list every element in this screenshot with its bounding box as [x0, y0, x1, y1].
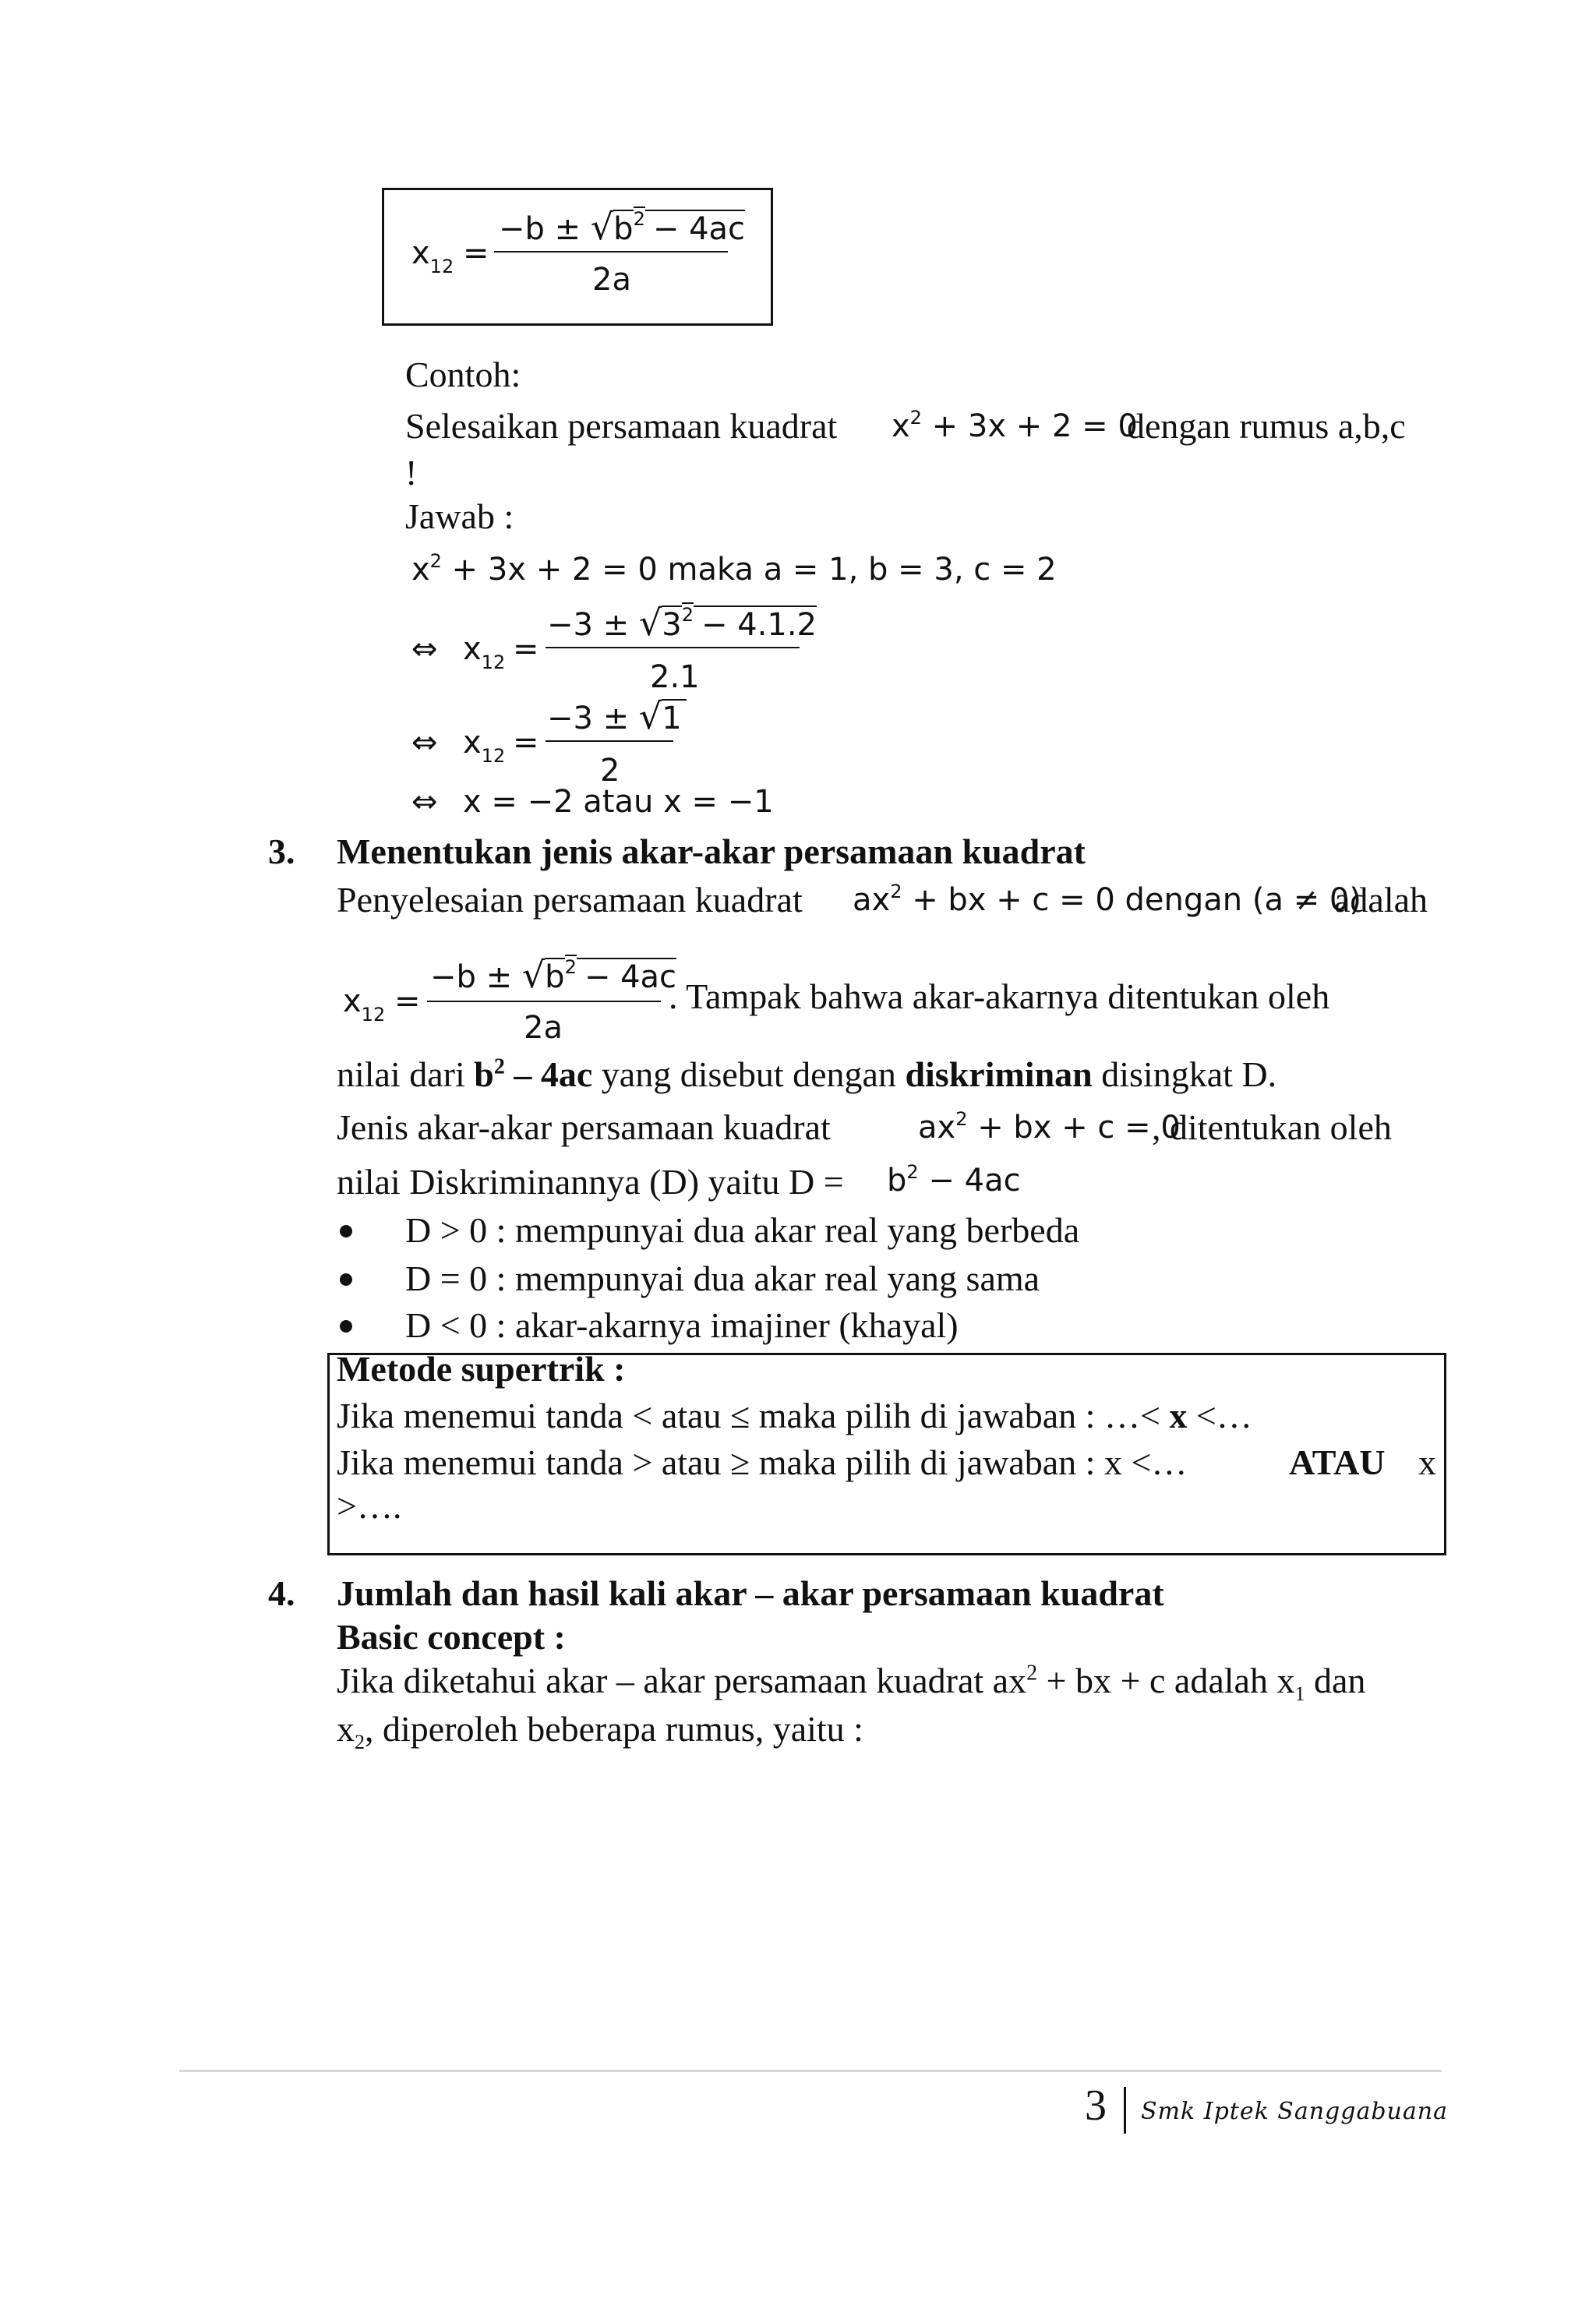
section-3-p1: Penyelesaian persamaan kuadrat — [337, 880, 803, 920]
section-3-formula-denominator: 2a — [524, 1010, 563, 1046]
section-3-p3-equation: $ax^2$ + bx + c = 0 — [918, 1108, 1181, 1146]
step2-fraction-bar — [546, 740, 673, 742]
supertrik-title: Metode supertrik : — [337, 1349, 626, 1389]
school-name: Smk Iptek Sanggabuana — [1141, 2098, 1448, 2125]
supertrik-line-2: Jika menemui tanda > atau ≥ maka pilih di jawaban : x <… — [337, 1442, 1188, 1482]
section-3-p4: nilai Diskriminannya (D) yaitu D = — [337, 1162, 844, 1202]
section-4-number: 4. — [268, 1573, 295, 1613]
section-3-formula-lhs: $x_{12}$ — [343, 983, 386, 1026]
example-prompt-post: dengan rumus a,b,c — [1127, 406, 1406, 446]
supertrik-line-2-bold: ATAU — [1289, 1442, 1386, 1482]
step2-denominator: 2 — [600, 753, 620, 789]
step1-lhs: $x_{12}$ — [463, 631, 506, 673]
supertrik-line-1: Jika menemui tanda < atau ≤ maka pilih di jawaban : …< x <… — [337, 1396, 1252, 1435]
section-3-formula-eq: = — [394, 983, 421, 1019]
example-prompt: Selesaikan persamaan kuadrat — [405, 406, 838, 446]
section-3-p3-post: , ditentukan oleh — [1152, 1107, 1392, 1147]
step1-numerator: $-3 \pm √3^2 - 4.1.2$ — [547, 602, 817, 644]
bullet-item: D = 0 : mempunyai dua akar real yang sama — [405, 1259, 1040, 1298]
iff-symbol-2: ⇔ — [411, 725, 438, 761]
step3-result: x = −2 atau x = −1 — [463, 784, 774, 820]
bullet-item: D < 0 : akar-akarnya imajiner (khayal) — [405, 1305, 959, 1345]
section-3-p4-expr: $b^2 - 4ac$ — [887, 1161, 1021, 1199]
supertrik-line-3: >…. — [337, 1486, 402, 1526]
section-3-p2: nilai dari $b^2 - 4ac$ yang disebut dengan diskriminan disingkat D. — [337, 1054, 1277, 1094]
bullet-icon — [340, 1273, 352, 1286]
section-3-number: 3. — [268, 831, 295, 871]
formula-numerator: $-b \pm √b^2 - 4ac$ — [499, 206, 746, 248]
bullet-icon — [340, 1320, 352, 1333]
iff-symbol-1: ⇔ — [411, 631, 438, 667]
example-heading: Contoh: — [405, 355, 521, 394]
formula-denominator: 2a — [592, 262, 631, 298]
section-3-p1-equation: $ax^2$ + bx + c = 0 dengan (a ≠ 0) — [853, 881, 1361, 918]
step2-numerator: −3 ± √1 — [547, 695, 687, 737]
section-3-formula-post: . Tampak bahwa akar-akarnya ditentukan oleh — [669, 976, 1330, 1016]
iff-symbol-3: ⇔ — [411, 784, 438, 820]
step1-eq: = — [513, 631, 539, 667]
step2-eq: = — [513, 725, 539, 761]
step2-lhs: $x_{12}$ — [463, 725, 506, 767]
footer-separator — [1124, 2087, 1126, 2134]
section-3-title: Menentukan jenis akar-akar persamaan kuadrat — [337, 831, 1086, 871]
section-4-subtitle: Basic concept : — [337, 1617, 566, 1657]
section-4-title: Jumlah dan hasil kali akar – akar persamaan kuadrat — [337, 1573, 1164, 1613]
section-3-formula-numerator: $-b \pm √b^2 - 4ac$ — [430, 954, 677, 996]
formula-lhs: $x_{12}$ — [411, 235, 454, 277]
answer-label: Jawab : — [405, 496, 514, 536]
page-number: 3 — [1085, 2081, 1107, 2130]
formula-fraction-bar — [494, 251, 728, 252]
section-3-formula-bar — [427, 1001, 661, 1002]
example-prompt-equation: $x^2 + 3x + 2 = 0$ — [892, 407, 1138, 444]
example-prompt-bang: ! — [405, 453, 418, 493]
answer-line-1: $x^2 + 3x + 2 = 0$ maka a = 1, b = 3, c = 2 — [411, 550, 1057, 588]
formula-eq: = — [463, 235, 489, 271]
section-3-p3: Jenis akar-akar persamaan kuadrat — [337, 1107, 831, 1147]
section-4-p2: $x_2$, diperoleh beberapa rumus, yaitu : — [337, 1709, 863, 1754]
step1-fraction-bar — [546, 647, 800, 648]
footer-divider — [179, 2070, 1442, 2072]
supertrik-line-2-post: x — [1418, 1442, 1436, 1482]
section-4-p1: Jika diketahui akar – akar persamaan kuadrat $ax^2$ + bx + c adalah $x_1$ dan — [337, 1661, 1366, 1706]
section-3-p1-post: adalah — [1334, 880, 1428, 920]
bullet-item: D > 0 : mempunyai dua akar real yang berbeda — [405, 1210, 1080, 1250]
step1-denominator: 2.1 — [650, 659, 700, 695]
bullet-icon — [340, 1225, 352, 1237]
